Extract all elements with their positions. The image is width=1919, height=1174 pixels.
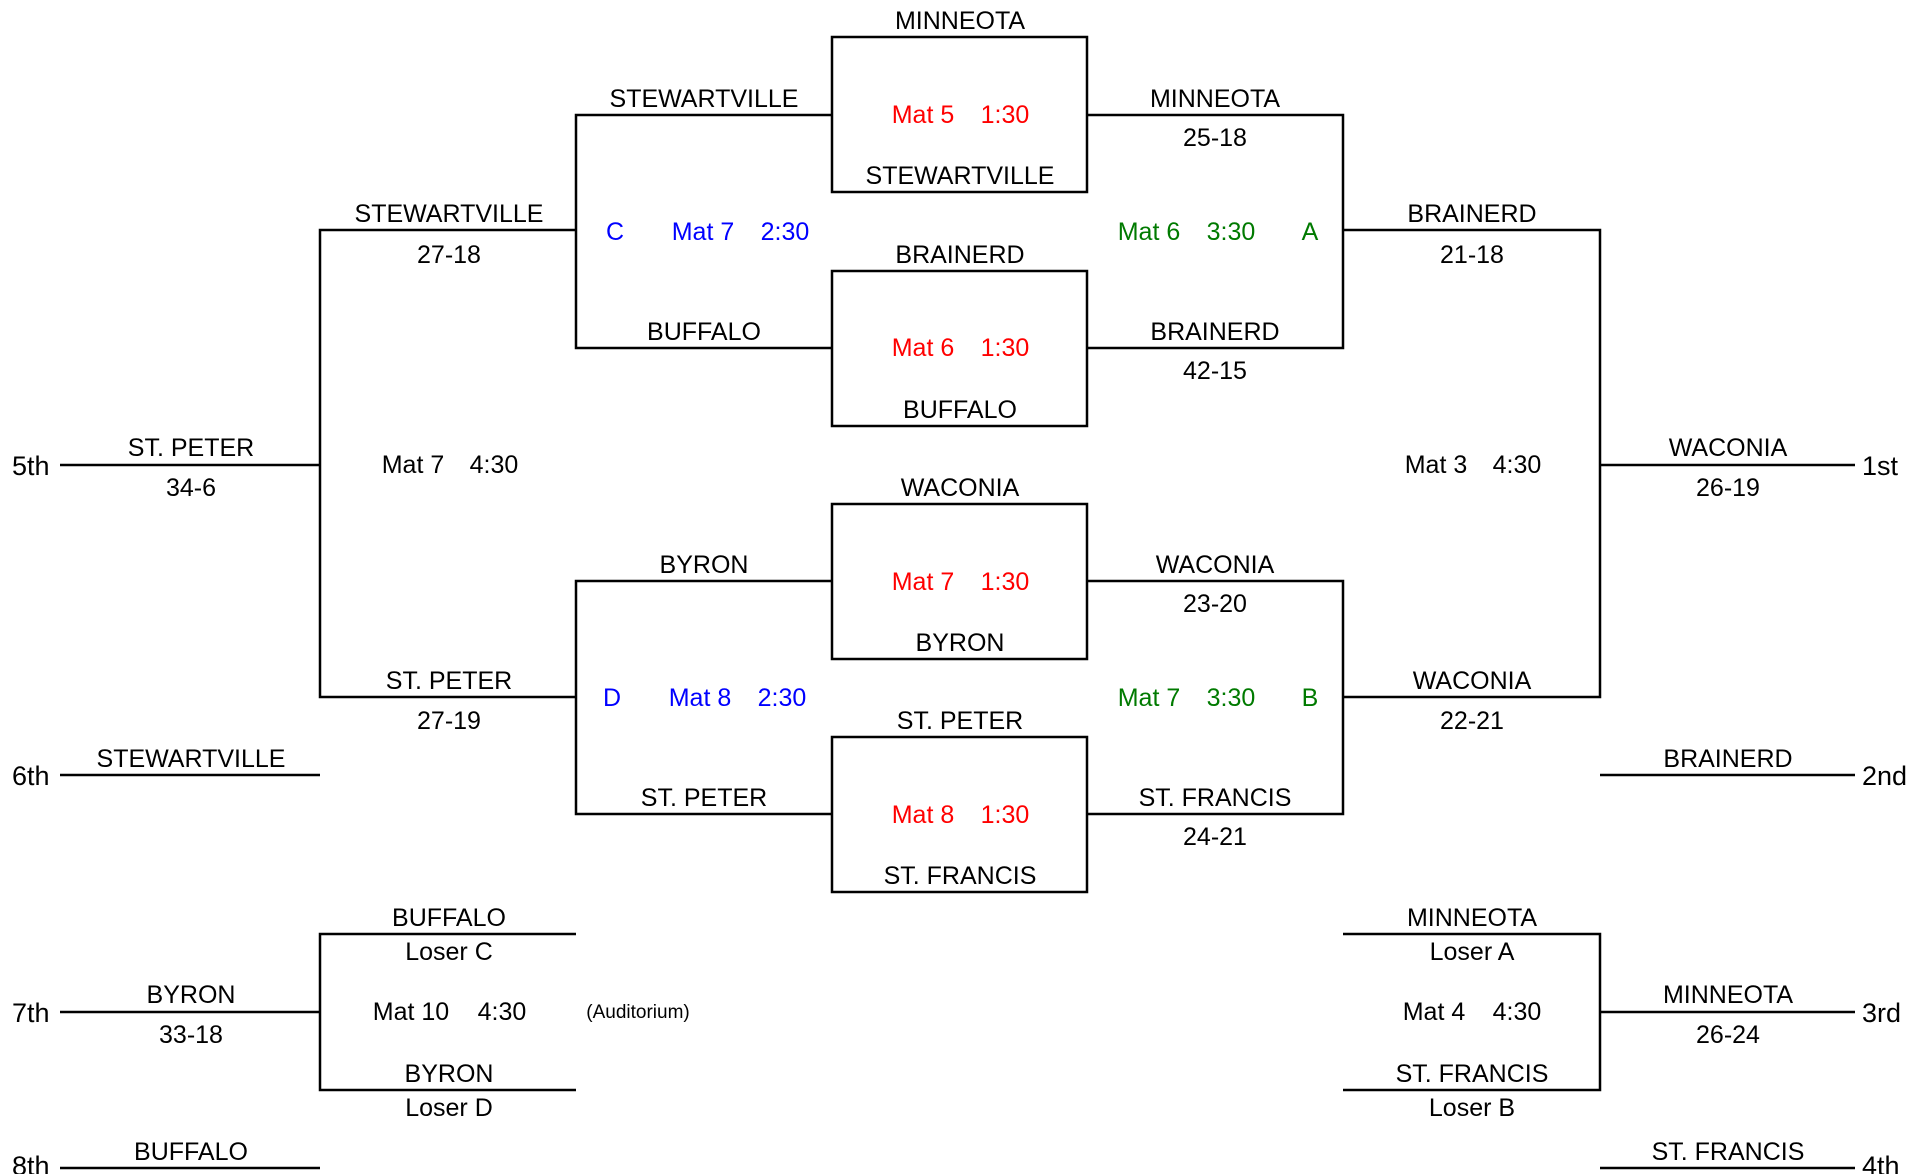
placement-4th-label: 4th	[1862, 1151, 1900, 1174]
semifinal-d-letter: D	[602, 684, 622, 712]
semifinal-a-mat: Mat 6	[1117, 218, 1181, 246]
consolation-left-bottom-team: BYRON	[404, 1060, 494, 1088]
first-place-time: 4:30	[1492, 451, 1542, 479]
left-branch-2: BUFFALO	[647, 318, 761, 346]
consolation-right-bottom-team: ST. FRANCIS	[1395, 1060, 1549, 1088]
consolation-left-bottom-sub: Loser D	[405, 1094, 493, 1122]
semifinal-d-winner: ST. PETER	[385, 667, 513, 695]
qf4-time: 1:30	[980, 801, 1030, 829]
first-place-bracket	[1343, 230, 1600, 697]
consolation-right-time: 4:30	[1492, 998, 1542, 1026]
semifinal-b-score: 22-21	[1440, 707, 1504, 735]
qf4-mat: Mat 8	[891, 801, 955, 829]
semifinal-a-score: 21-18	[1440, 241, 1504, 269]
right-branch-1-team: MINNEOTA	[1149, 85, 1281, 113]
consolation-left-top-sub: Loser C	[405, 938, 493, 966]
right-branches	[1139, 85, 1292, 851]
semifinal-b-time: 3:30	[1206, 684, 1256, 712]
semifinal-a-time: 3:30	[1206, 218, 1256, 246]
consolation-left-location: (Auditorium)	[586, 1002, 690, 1023]
right-branch-3-team: WACONIA	[1155, 551, 1275, 579]
qf3-time: 1:30	[980, 568, 1030, 596]
qf3-bottom-team: BYRON	[915, 629, 1005, 657]
consolation-left-time: 4:30	[477, 998, 527, 1026]
right-branch-4-team: ST. FRANCIS	[1138, 784, 1292, 812]
placement-6th-label: 6th	[12, 761, 50, 791]
consolation-right-bottom-sub: Loser B	[1428, 1094, 1516, 1122]
right-branch-2-score: 42-15	[1183, 357, 1247, 385]
first-place-score: 26-19	[1696, 474, 1760, 502]
right-branch-1-score: 25-18	[1183, 124, 1247, 152]
placement-2nd-team: BRAINERD	[1663, 745, 1793, 773]
placement-6th-team: STEWARTVILLE	[96, 745, 286, 773]
placement-5th-label: 5th	[12, 451, 50, 481]
quarterfinals	[866, 7, 1055, 890]
semifinal-b-winner: WACONIA	[1412, 667, 1532, 695]
semifinal-c-winner: STEWARTVILLE	[354, 200, 544, 228]
semifinal-a-letter: A	[1301, 218, 1319, 246]
qf1-mat: Mat 5	[891, 101, 955, 129]
placement-8th-label: 8th	[12, 1151, 50, 1174]
semifinal-c-mat: Mat 7	[671, 218, 735, 246]
third-place-score: 26-24	[1696, 1021, 1760, 1049]
qf4-bottom-team: ST. FRANCIS	[883, 862, 1037, 890]
left-branch-4: ST. PETER	[640, 784, 768, 812]
qf2-bottom-team: BUFFALO	[903, 396, 1017, 424]
semifinal-c-score: 27-18	[417, 241, 481, 269]
qf1-time: 1:30	[980, 101, 1030, 129]
first-place-winner: WACONIA	[1668, 434, 1788, 462]
qf3-mat: Mat 7	[891, 568, 955, 596]
semifinal-d-mat: Mat 8	[668, 684, 732, 712]
fifth-place-score: 34-6	[165, 474, 217, 502]
left-branch-1: STEWARTVILLE	[609, 85, 799, 113]
bracket-lines	[60, 37, 1855, 1168]
qf4-top-team: ST. PETER	[896, 707, 1024, 735]
semifinal-d-score: 27-19	[417, 707, 481, 735]
placement-8th-team: BUFFALO	[134, 1138, 248, 1166]
consolation-right-top-sub: Loser A	[1429, 938, 1515, 966]
fifth-place-mat: Mat 7	[381, 451, 445, 479]
fifth-place-bracket	[320, 230, 576, 697]
placement-4th-team: ST. FRANCIS	[1651, 1138, 1805, 1166]
semifinal-c-letter: C	[605, 218, 625, 246]
placement-1st-label: 1st	[1862, 451, 1899, 481]
first-place-mat: Mat 3	[1404, 451, 1468, 479]
seventh-place-winner: BYRON	[146, 981, 236, 1009]
consolation-right-mat: Mat 4	[1402, 998, 1466, 1026]
qf2-mat: Mat 6	[891, 334, 955, 362]
consolation-right-top-team: MINNEOTA	[1406, 904, 1538, 932]
right-branch-4-score: 24-21	[1183, 823, 1247, 851]
semifinal-b-mat: Mat 7	[1117, 684, 1181, 712]
right-branch-2-team: BRAINERD	[1150, 318, 1280, 346]
fifth-place-winner: ST. PETER	[127, 434, 255, 462]
semifinal-a-winner: BRAINERD	[1407, 200, 1537, 228]
placement-7th-label: 7th	[12, 998, 50, 1028]
qf1-top-team: MINNEOTA	[894, 7, 1026, 35]
placement-2nd-label: 2nd	[1862, 761, 1908, 791]
semifinal-b-letter: B	[1301, 684, 1319, 712]
consolation-left-mat: Mat 10	[372, 998, 450, 1026]
left-branch-3: BYRON	[659, 551, 749, 579]
qf2-time: 1:30	[980, 334, 1030, 362]
fifth-place-time: 4:30	[469, 451, 519, 479]
qf3-top-team: WACONIA	[900, 474, 1020, 502]
semifinal-c-time: 2:30	[760, 218, 810, 246]
placements	[12, 451, 1907, 1174]
third-place-winner: MINNEOTA	[1662, 981, 1794, 1009]
right-branch-3-score: 23-20	[1183, 590, 1247, 618]
placement-3rd-label: 3rd	[1862, 998, 1902, 1028]
qf1-bottom-team: STEWARTVILLE	[865, 162, 1055, 190]
qf2-top-team: BRAINERD	[895, 241, 1025, 269]
seventh-place-score: 33-18	[159, 1021, 223, 1049]
consolation-left-top-team: BUFFALO	[392, 904, 506, 932]
semifinal-d-time: 2:30	[757, 684, 807, 712]
